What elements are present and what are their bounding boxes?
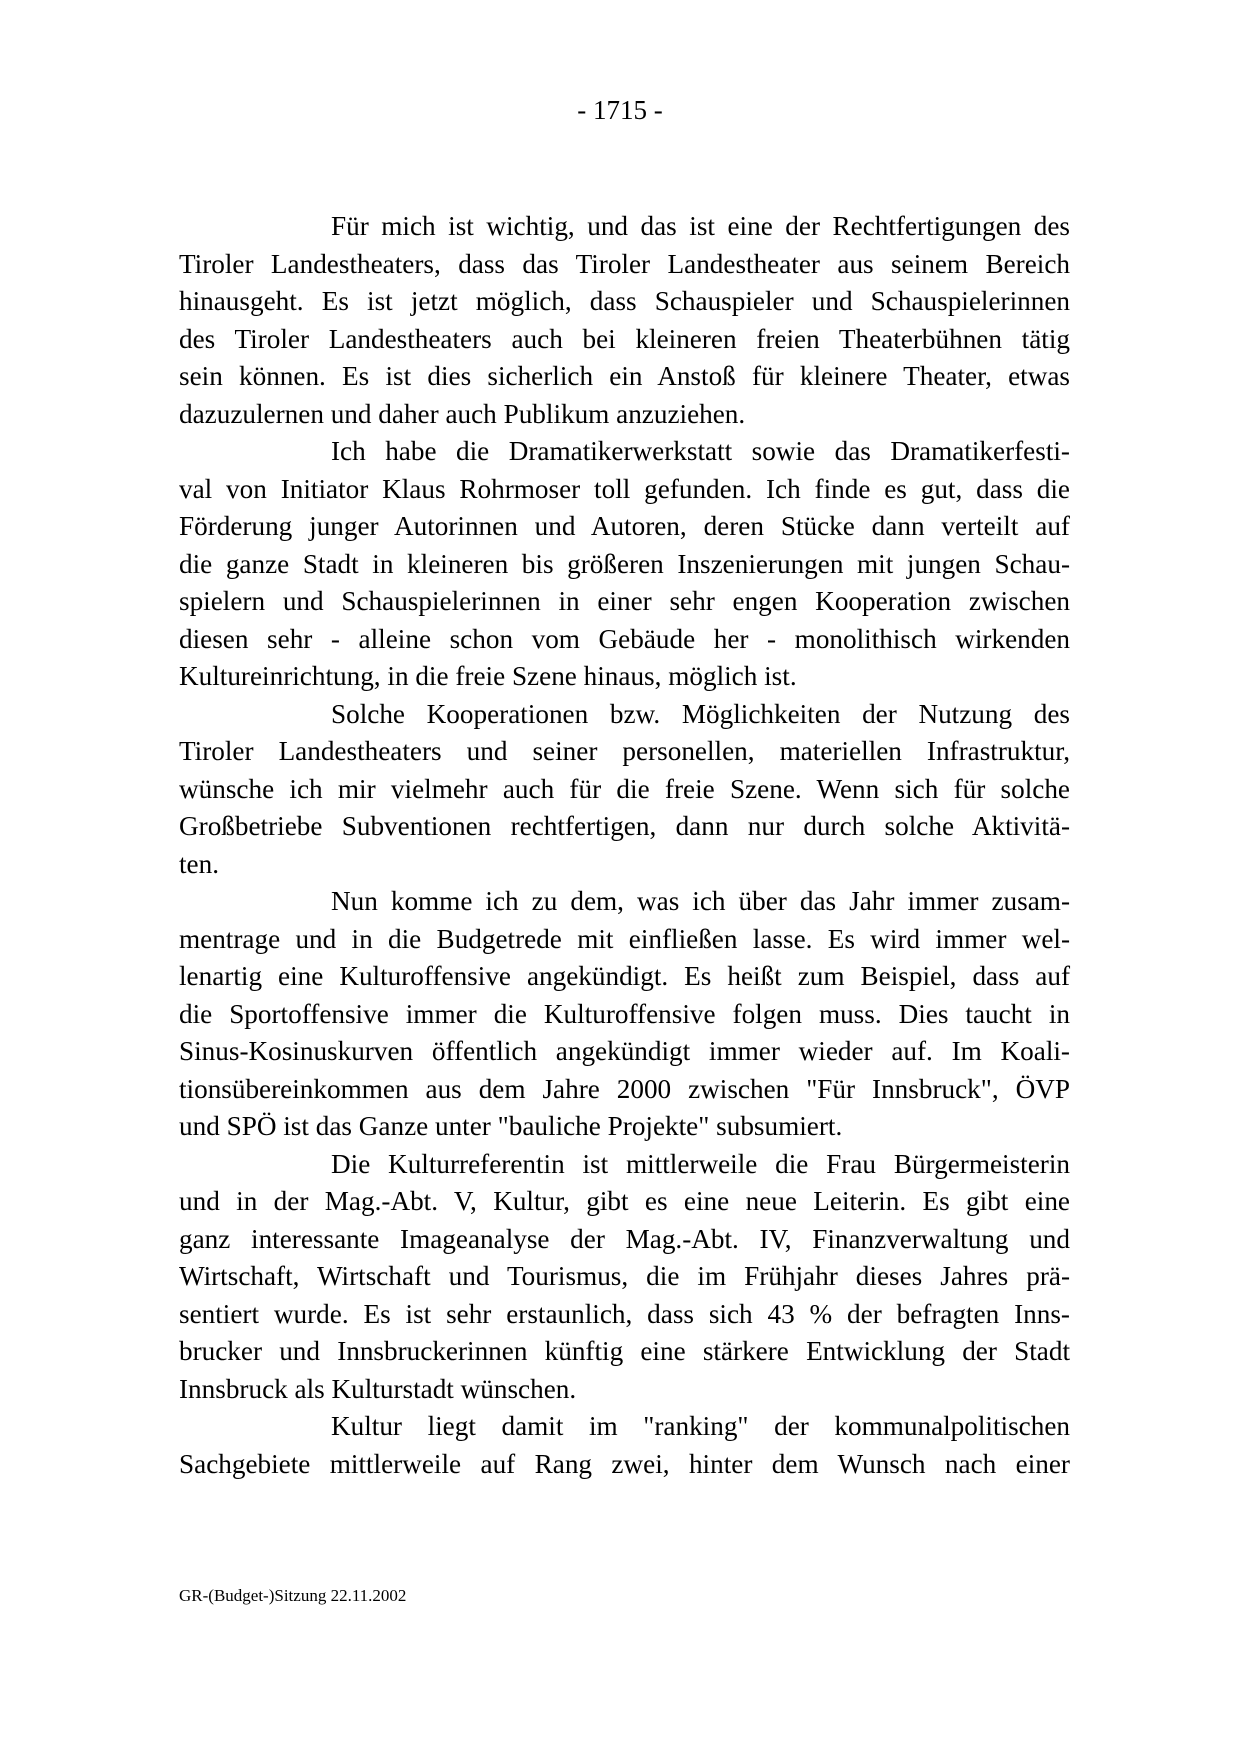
paragraph bbox=[179, 696, 1070, 884]
paragraph-line: sein können. Es ist dies sicherlich ein Anstoß für kleinere Theater, etwas bbox=[179, 361, 1070, 391]
paragraph-line: sentiert wurde. Es ist sehr erstaunlich, dass sich 43 % der befragten Inns- bbox=[179, 1298, 1070, 1329]
paragraph-line: Kultur liegt damit im "ranking" der kommunalpolitischen bbox=[331, 1411, 1070, 1441]
paragraph-line: und in der Mag.-Abt. V, Kultur, gibt es eine neue Leiterin. Es gibt eine bbox=[179, 1186, 1070, 1216]
paragraph-line: Sachgebiete mittlerweile auf Rang zwei, hinter dem Wunsch nach einer bbox=[179, 1448, 1070, 1479]
paragraph bbox=[179, 1408, 1070, 1483]
body-text bbox=[179, 208, 1070, 1483]
paragraph-line: Kultureinrichtung, in die freie Szene hinaus, möglich ist. bbox=[179, 661, 797, 691]
paragraph-line: mentrage und in die Budgetrede mit einfließen lasse. Es wird immer wel- bbox=[179, 923, 1070, 954]
paragraph-line: tionsübereinkommen aus dem Jahre 2000 zwischen "Für Innsbruck", ÖVP bbox=[179, 1073, 1070, 1104]
paragraph-line: Sinus-Kosinuskurven öffentlich angekündigt immer wieder auf. Im Koali- bbox=[179, 1036, 1070, 1066]
paragraph-line: brucker und Innsbruckerinnen künftig eine stärkere Entwicklung der Stadt bbox=[179, 1336, 1070, 1366]
paragraph-line: Förderung junger Autorinnen und Autoren, deren Stücke dann verteilt auf bbox=[179, 511, 1070, 541]
paragraph-line: Die Kulturreferentin ist mittlerweile die Frau Bürgermeisterin bbox=[331, 1148, 1070, 1179]
paragraph-line: Tiroler Landestheaters, dass das Tiroler Landestheater aus seinem Bereich bbox=[179, 248, 1070, 279]
paragraph bbox=[179, 883, 1070, 1146]
footer-session-date: GR-(Budget-)Sitzung 22.11.2002 bbox=[179, 1586, 407, 1605]
paragraph-line: die Sportoffensive immer die Kulturoffensive folgen muss. Dies taucht in bbox=[179, 998, 1070, 1029]
paragraph-line: val von Initiator Klaus Rohrmoser toll gefunden. Ich finde es gut, dass die bbox=[179, 473, 1070, 504]
paragraph-line: Nun komme ich zu dem, was ich über das Jahr immer zusam- bbox=[331, 886, 1070, 916]
page-number: - 1715 - bbox=[577, 95, 663, 125]
paragraph-line: Tiroler Landestheaters und seiner personellen, materiellen Infrastruktur, bbox=[179, 736, 1070, 766]
paragraph bbox=[179, 1146, 1070, 1409]
paragraph-line: hinausgeht. Es ist jetzt möglich, dass Schauspieler und Schauspielerinnen bbox=[179, 286, 1070, 316]
paragraph-line: Großbetriebe Subventionen rechtfertigen, dann nur durch solche Aktivitä- bbox=[179, 811, 1070, 841]
paragraph-line: Innsbruck als Kulturstadt wünschen. bbox=[179, 1373, 577, 1404]
paragraph-line: ten. bbox=[179, 848, 220, 879]
paragraph-line: Solche Kooperationen bzw. Möglichkeiten der Nutzung des bbox=[331, 698, 1070, 729]
paragraph-line: die ganze Stadt in kleineren bis größeren Inszenierungen mit jungen Schau- bbox=[179, 548, 1070, 579]
paragraph-line: dazuzulernen und daher auch Publikum anzuziehen. bbox=[179, 398, 746, 429]
paragraph-line: Ich habe die Dramatikerwerkstatt sowie das Dramatikerfesti- bbox=[331, 436, 1070, 466]
paragraph-line: des Tiroler Landestheaters auch bei kleineren freien Theaterbühnen tätig bbox=[179, 323, 1070, 354]
paragraph bbox=[179, 208, 1070, 433]
paragraph-line: diesen sehr - alleine schon vom Gebäude her - monolithisch wirkenden bbox=[179, 623, 1070, 654]
paragraph-line: Für mich ist wichtig, und das ist eine der Rechtfertigungen des bbox=[331, 211, 1070, 241]
paragraph bbox=[179, 433, 1070, 696]
paragraph-line: spielern und Schauspielerinnen in einer sehr engen Kooperation zwischen bbox=[179, 586, 1070, 616]
paragraph-line: ganz interessante Imageanalyse der Mag.-Abt. IV, Finanzverwaltung und bbox=[179, 1223, 1070, 1254]
paragraph-line: und SPÖ ist das Ganze unter "bauliche Projekte" subsumiert. bbox=[179, 1111, 843, 1141]
paragraph-line: lenartig eine Kulturoffensive angekündigt. Es heißt zum Beispiel, dass auf bbox=[179, 961, 1070, 991]
paragraph-line: Wirtschaft, Wirtschaft und Tourismus, die im Frühjahr dieses Jahres prä- bbox=[179, 1261, 1070, 1291]
paragraph-line: wünsche ich mir vielmehr auch für die freie Szene. Wenn sich für solche bbox=[179, 773, 1070, 804]
